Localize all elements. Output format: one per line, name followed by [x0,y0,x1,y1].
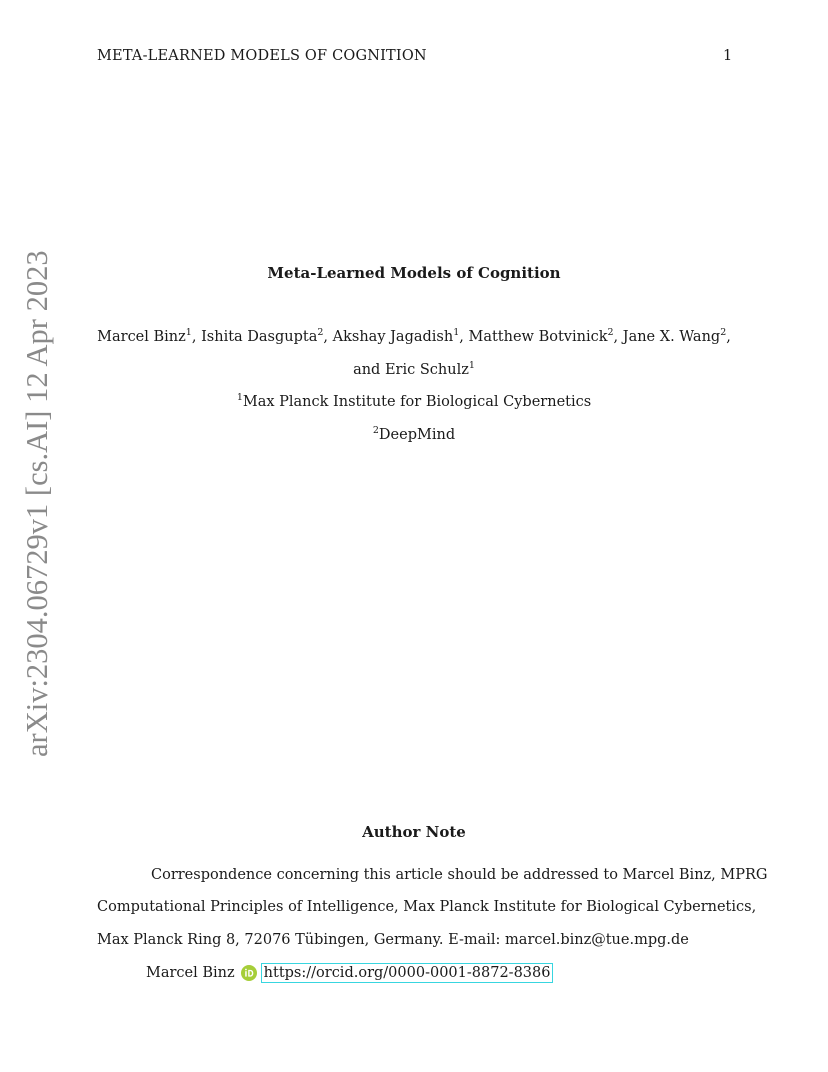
author-separator: , [191,329,202,345]
affiliation-mark: 2 [372,425,379,436]
author-list-continued [0,362,828,378]
orcid-line [146,963,553,983]
arxiv-stamp: arXiv:2304.06729v1 [cs.AI] 12 Apr 2023 [20,250,54,757]
author-note-heading: Author Note [362,823,466,841]
author-name: Matthew Botvinick [468,329,608,345]
author-list [0,329,828,345]
author-note-line: Correspondence concerning this article should be addressed to Marcel Binz, MPRG [151,867,768,883]
author-name: Akshay Jagadish [332,329,454,345]
affiliation-2 [0,427,828,443]
running-head: META-LEARNED MODELS OF COGNITION [97,48,427,64]
author-note-line: Max Planck Ring 8, 72076 Tübingen, Germany. E-mail: marcel.binz@tue.mpg.de [97,932,689,948]
author-name: Marcel Binz [97,329,186,345]
page-number: 1 [723,48,733,64]
orcid-link[interactable]: https://orcid.org/0000-0001-8872-8386 [261,963,554,983]
author-separator: , [613,329,623,345]
author-affil-mark: 1 [468,360,475,371]
orcid-icon [241,965,257,981]
author-name: Jane X. Wang [622,329,721,345]
affiliation-text: DeepMind [378,427,456,443]
author-conjunction: and [353,362,385,378]
author-separator: , [459,329,469,345]
author-affil-mark: 2 [607,327,614,338]
author-separator: , [323,329,333,345]
author-affil-mark: 1 [185,327,192,338]
affiliation-1 [0,394,828,410]
orcid-author-name: Marcel Binz [146,965,235,981]
author-name: Eric Schulz [384,362,469,378]
affiliation-mark: 1 [236,392,243,403]
author-affil-mark: 2 [317,327,324,338]
author-separator: , [726,329,731,345]
author-name: Ishita Dasgupta [201,329,318,345]
author-note-line: Computational Principles of Intelligence, Max Planck Institute for Biological Cybernetics, [97,899,757,915]
author-affil-mark: 1 [453,327,460,338]
author-affil-mark: 2 [720,327,727,338]
paper-title: Meta-Learned Models of Cognition [267,264,561,282]
affiliation-text: Max Planck Institute for Biological Cybernetics [242,394,592,410]
